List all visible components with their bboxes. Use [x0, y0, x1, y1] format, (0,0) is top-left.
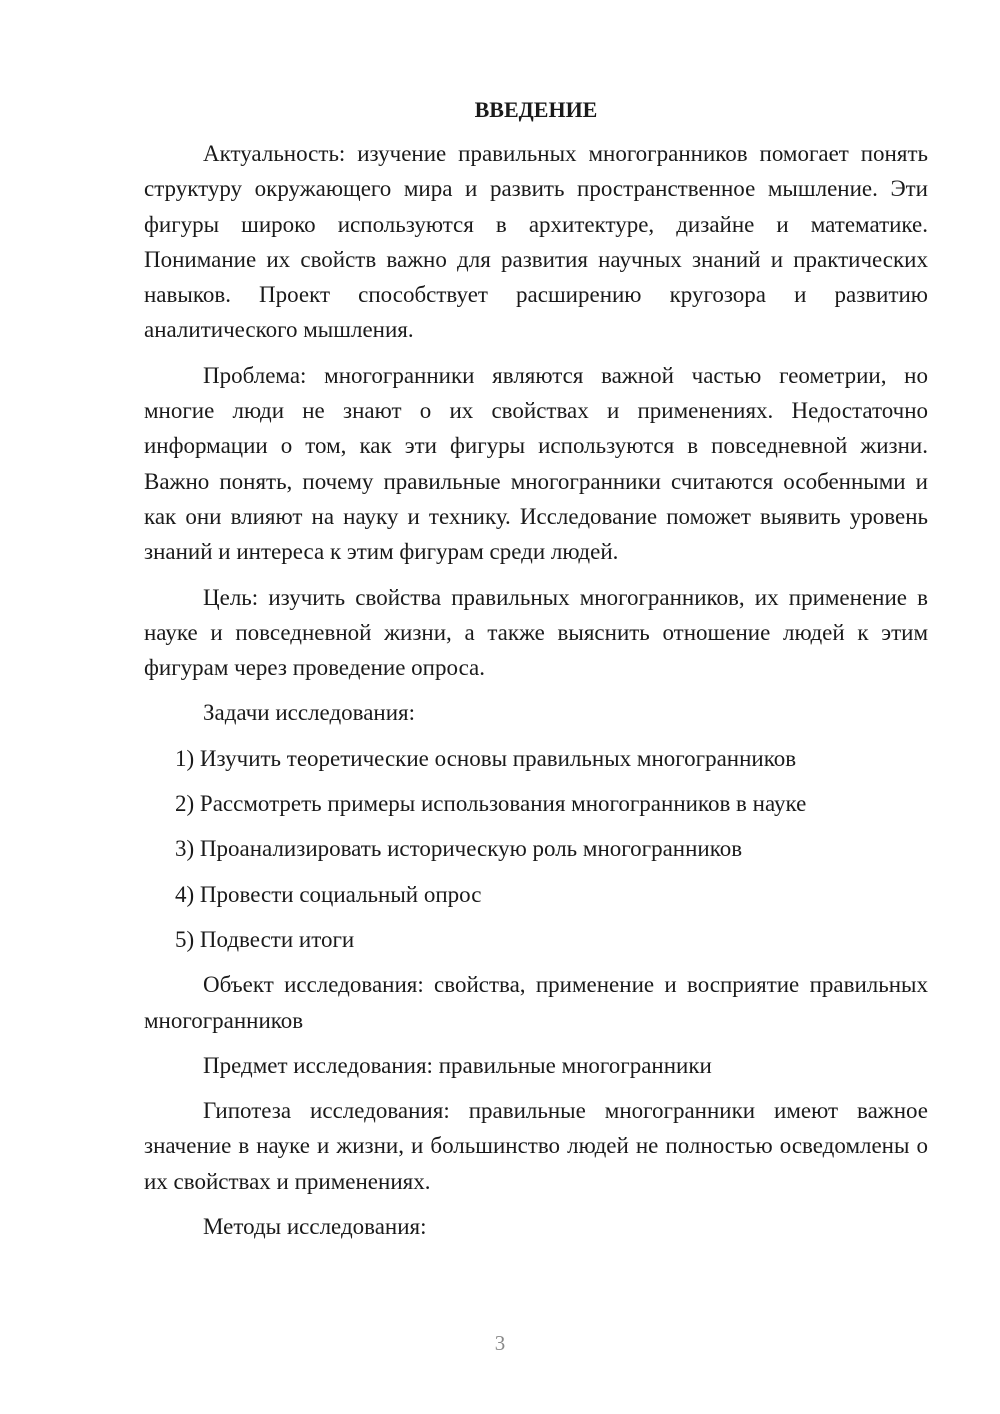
task-item: 3) Проанализировать историческую роль многогранников — [175, 836, 743, 862]
tasks-heading: Задачи исследования: — [203, 700, 416, 726]
problem-paragraph: Проблема: многогранники являются важной частью геометрии, но многие люди не знают о их свойствах и применениях. Недостаточно информации о том, как эти фигуры используются в повседневной жизни. Важно понять, почему правильные многогранники считаются особенными и как они влияют на науку и технику. Исследование поможет выявить уровень знаний и интереса к этим фигурам среди людей. — [144, 362, 928, 565]
relevance-paragraph: Актуальность: изучение правильных многогранников помогает понять структуру окружающего мира и развить пространственное мышление. Эти фигуры широко используются в архитектуре, дизайне и математике. Понимание их свойств важно для развития научных знаний и практических навыков. Проект способствует расширению кругозора и развитию аналитического мышления. — [144, 141, 928, 343]
tasks-list — [144, 741, 928, 957]
task-item: 2) Рассмотреть примеры использования многогранников в науке — [175, 791, 807, 817]
task-item: 4) Провести социальный опрос — [175, 881, 482, 907]
document-page — [144, 92, 928, 1254]
hypothesis-paragraph: Гипотеза исследования: правильные многогранники имеют важное значение в науке и жизни, и большинство людей не полностью осведомлены о их свойствах и применениях. — [144, 1098, 928, 1194]
methods-heading: Методы исследования: — [203, 1214, 427, 1240]
page-number: 3 — [494, 1331, 506, 1355]
section-title: ВВЕДЕНИЕ — [474, 97, 598, 122]
goal-paragraph: Цель: изучить свойства правильных многогранников, их применение в науке и повседневной жизни, а также выяснить отношение людей к этим фигурам через проведение опроса. — [144, 584, 928, 681]
subject-paragraph: Предмет исследования: правильные многогранники — [203, 1052, 712, 1078]
task-item: 5) Подвести итоги — [175, 926, 355, 952]
object-paragraph: Объект исследования: свойства, применение и восприятие правильных многогранников — [144, 972, 928, 1033]
task-item: 1) Изучить теоретические основы правильных многогранников — [175, 745, 797, 771]
